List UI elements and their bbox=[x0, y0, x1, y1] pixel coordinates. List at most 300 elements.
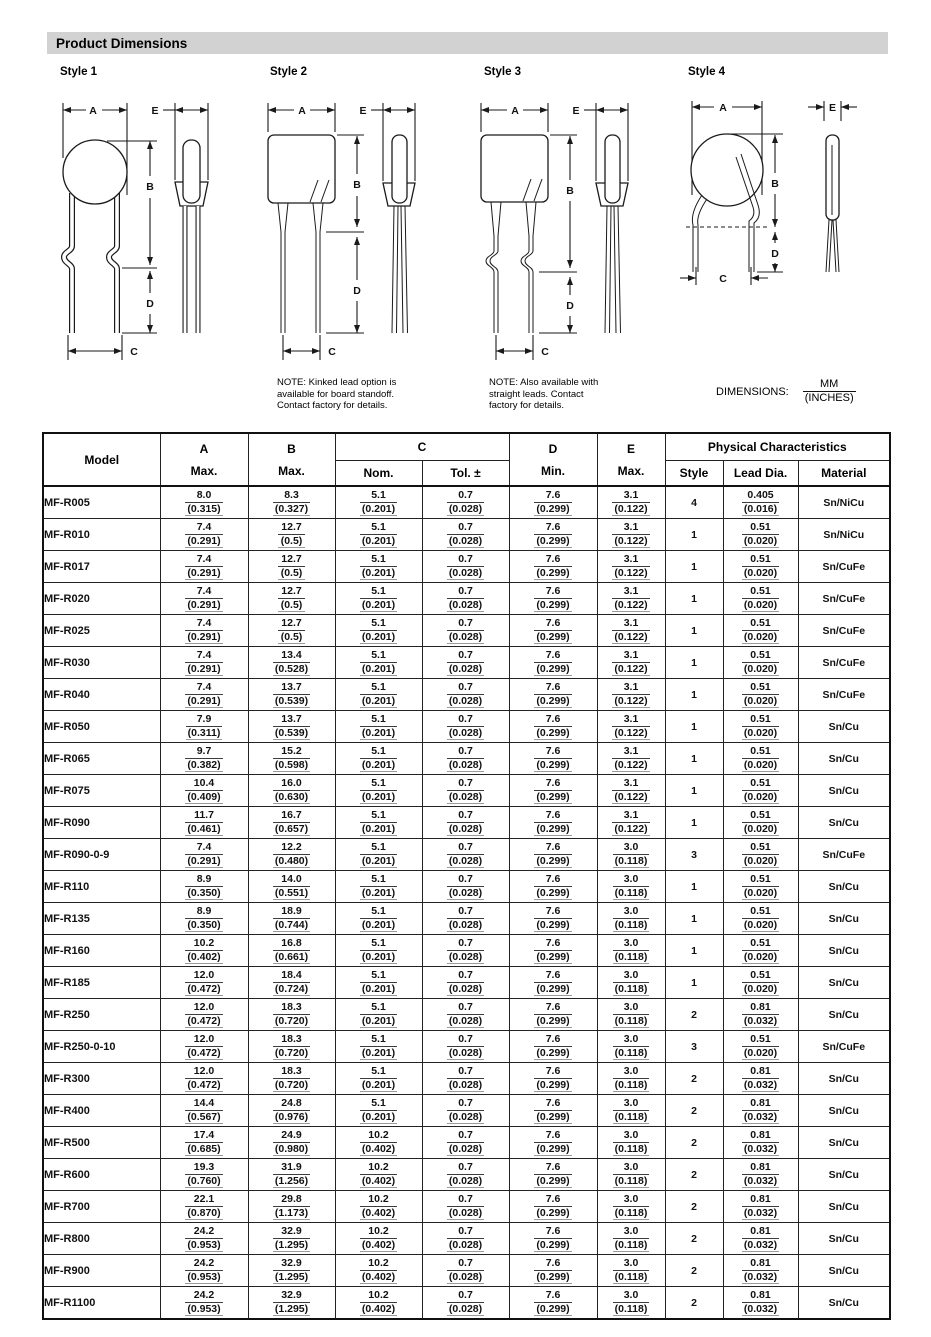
product-dimensions-table bbox=[42, 432, 891, 1320]
mm-inch-fraction: $\frac{3.1}{(0.122)}$ bbox=[614, 713, 648, 739]
style4-diagram bbox=[680, 95, 925, 330]
dim-label-d: D bbox=[771, 248, 779, 260]
mm-inch-fraction: $\frac{7.6}{(0.299)}$ bbox=[536, 681, 570, 707]
table-row bbox=[43, 1287, 890, 1320]
mm-inch-fraction: $\frac{16.0}{(0.630)}$ bbox=[274, 777, 309, 803]
dim-cell bbox=[422, 615, 509, 647]
dim-cell bbox=[335, 1287, 422, 1320]
dim-cell bbox=[160, 486, 248, 519]
dim-cell bbox=[509, 999, 597, 1031]
material-cell: Sn/CuFe bbox=[798, 679, 890, 711]
dim-cell bbox=[160, 1095, 248, 1127]
mm-inch-fraction: $\frac{5.1}{(0.201)}$ bbox=[361, 937, 396, 963]
mm-inch-fraction: $\frac{0.51}{(0.020)}$ bbox=[743, 873, 778, 899]
dim-cell bbox=[422, 1223, 509, 1255]
mm-inch-fraction: $\frac{8.9}{(0.350)}$ bbox=[187, 905, 221, 931]
mm-inch-fraction: $\frac{7.6}{(0.299)}$ bbox=[536, 1289, 570, 1315]
dim-cell bbox=[422, 839, 509, 871]
mm-inch-fraction: $\frac{7.6}{(0.299)}$ bbox=[536, 1193, 570, 1219]
mm-inch-fraction: $\frac{0.7}{(0.028)}$ bbox=[448, 1225, 483, 1251]
dim-cell bbox=[160, 903, 248, 935]
mm-inch-fraction: $\frac{24.8}{(0.976)}$ bbox=[274, 1097, 309, 1123]
dim-label-c: C bbox=[328, 346, 336, 358]
dim-cell bbox=[248, 551, 335, 583]
mm-inch-fraction: $\frac{5.1}{(0.201)}$ bbox=[361, 617, 396, 643]
style1-diagram bbox=[50, 88, 265, 378]
dim-cell bbox=[597, 519, 665, 551]
mm-inch-fraction: $\frac{0.81}{(0.032)}$ bbox=[743, 1097, 778, 1123]
dim-cell bbox=[422, 551, 509, 583]
dim-cell bbox=[160, 1159, 248, 1191]
lead-dia-cell bbox=[723, 839, 798, 871]
col-header-b: B Max. bbox=[248, 433, 335, 486]
mm-inch-fraction: $\frac{7.6}{(0.299)}$ bbox=[536, 873, 570, 899]
dim-cell bbox=[335, 871, 422, 903]
dim-cell bbox=[335, 903, 422, 935]
mm-inch-fraction: $\frac{7.4}{(0.291)}$ bbox=[187, 585, 221, 611]
model-cell: MF-R030 bbox=[43, 647, 160, 679]
material-cell: Sn/Cu bbox=[798, 903, 890, 935]
mm-inch-fraction: $\frac{0.51}{(0.020)}$ bbox=[743, 937, 778, 963]
dim-cell bbox=[509, 1063, 597, 1095]
mm-inch-fraction: $\frac{18.3}{(0.720)}$ bbox=[274, 1033, 309, 1059]
style-cell: 1 bbox=[665, 551, 723, 583]
dim-cell bbox=[335, 615, 422, 647]
dim-cell bbox=[509, 903, 597, 935]
material-cell: Sn/Cu bbox=[798, 1159, 890, 1191]
mm-inch-fraction: $\frac{0.7}{(0.028)}$ bbox=[448, 1289, 483, 1315]
dim-cell bbox=[509, 871, 597, 903]
dim-cell bbox=[160, 583, 248, 615]
table-row bbox=[43, 679, 890, 711]
mm-inch-fraction: $\frac{0.7}{(0.028)}$ bbox=[448, 681, 483, 707]
dim-cell bbox=[160, 1287, 248, 1320]
mm-inch-fraction: $\frac{0.81}{(0.032)}$ bbox=[743, 1225, 778, 1251]
dim-cell bbox=[335, 1095, 422, 1127]
dim-cell bbox=[160, 1063, 248, 1095]
mm-inch-fraction: $\frac{29.8}{(1.173)}$ bbox=[274, 1193, 309, 1219]
mm-inch-fraction: $\frac{0.7}{(0.028)}$ bbox=[448, 969, 483, 995]
col-header-a: A Max. bbox=[160, 433, 248, 486]
mm-inch-fraction: $\frac{5.1}{(0.201)}$ bbox=[361, 649, 396, 675]
style-cell: 2 bbox=[665, 1287, 723, 1320]
mm-inch-fraction: $\frac{0.7}{(0.028)}$ bbox=[448, 777, 483, 803]
mm-inch-fraction: $\frac{7.4}{(0.291)}$ bbox=[187, 841, 221, 867]
mm-inch-fraction: $\frac{3.1}{(0.122)}$ bbox=[614, 617, 648, 643]
material-cell: Sn/CuFe bbox=[798, 1031, 890, 1063]
lead-dia-cell bbox=[723, 743, 798, 775]
mm-inch-fraction: $\frac{0.7}{(0.028)}$ bbox=[448, 1193, 483, 1219]
mm-inch-fraction: $\frac{12.7}{(0.5)}$ bbox=[278, 617, 304, 644]
dim-cell bbox=[160, 967, 248, 999]
dim-cell bbox=[248, 679, 335, 711]
mm-inch-fraction: $\frac{0.7}{(0.028)}$ bbox=[448, 617, 483, 643]
dim-cell bbox=[248, 999, 335, 1031]
mm-inch-fraction: $\frac{10.2}{(0.402)}$ bbox=[361, 1193, 396, 1219]
mm-inch-fraction: $\frac{7.6}{(0.299)}$ bbox=[536, 1097, 570, 1123]
mm-inch-fraction: $\frac{24.2}{(0.953)}$ bbox=[187, 1289, 221, 1315]
dim-cell bbox=[422, 647, 509, 679]
style-cell: 1 bbox=[665, 807, 723, 839]
style2-label: Style 2 bbox=[270, 66, 308, 78]
dim-cell bbox=[422, 1159, 509, 1191]
dimensions-units-note bbox=[716, 378, 856, 405]
mm-inch-fraction: $\frac{0.51}{(0.020)}$ bbox=[743, 553, 778, 579]
model-cell: MF-R020 bbox=[43, 583, 160, 615]
dim-cell bbox=[248, 615, 335, 647]
mm-inch-fraction: $\frac{0.81}{(0.032)}$ bbox=[743, 1161, 778, 1187]
style-cell: 1 bbox=[665, 871, 723, 903]
lead-dia-cell bbox=[723, 935, 798, 967]
table-row bbox=[43, 551, 890, 583]
dim-cell bbox=[509, 486, 597, 519]
dim-cell bbox=[422, 583, 509, 615]
dim-cell bbox=[422, 775, 509, 807]
dim-cell bbox=[335, 1127, 422, 1159]
style-cell: 1 bbox=[665, 775, 723, 807]
material-cell: Sn/Cu bbox=[798, 1255, 890, 1287]
table-row bbox=[43, 967, 890, 999]
mm-inch-fraction: $\frac{5.1}{(0.201)}$ bbox=[361, 553, 396, 579]
dim-cell bbox=[248, 647, 335, 679]
dim-label-e: E bbox=[572, 105, 580, 117]
lead-dia-cell bbox=[723, 807, 798, 839]
table-row bbox=[43, 871, 890, 903]
table-row bbox=[43, 583, 890, 615]
mm-inch-fraction: $\frac{24.9}{(0.980)}$ bbox=[274, 1129, 309, 1155]
mm-inch-fraction: $\frac{3.1}{(0.122)}$ bbox=[614, 521, 648, 547]
table-row bbox=[43, 903, 890, 935]
dim-cell bbox=[422, 486, 509, 519]
mm-inch-fraction: $\frac{0.7}{(0.028)}$ bbox=[448, 553, 483, 579]
mm-inch-fraction: $\frac{5.1}{(0.201)}$ bbox=[361, 905, 396, 931]
material-cell: Sn/Cu bbox=[798, 1287, 890, 1320]
style1-label: Style 1 bbox=[60, 66, 98, 78]
mm-inch-fraction: $\frac{3.0}{(0.118)}$ bbox=[614, 1097, 648, 1123]
model-cell: MF-R025 bbox=[43, 615, 160, 647]
model-cell: MF-R250-0-10 bbox=[43, 1031, 160, 1063]
mm-inch-fraction: $\frac{10.4}{(0.409)}$ bbox=[187, 777, 221, 803]
dim-cell bbox=[509, 1159, 597, 1191]
dim-cell bbox=[509, 743, 597, 775]
lead-dia-cell bbox=[723, 775, 798, 807]
mm-inch-fraction: $\frac{3.1}{(0.122)}$ bbox=[614, 489, 648, 515]
dim-cell bbox=[597, 1063, 665, 1095]
dim-cell bbox=[597, 967, 665, 999]
material-cell: Sn/CuFe bbox=[798, 647, 890, 679]
mm-inch-fraction: $\frac{10.2}{(0.402)}$ bbox=[361, 1257, 396, 1283]
mm-inch-fraction: $\frac{5.1}{(0.201)}$ bbox=[361, 809, 396, 835]
mm-inch-fraction: $\frac{10.2}{(0.402)}$ bbox=[361, 1225, 396, 1251]
dim-cell bbox=[597, 1223, 665, 1255]
mm-inch-fraction: $\frac{18.3}{(0.720)}$ bbox=[274, 1001, 309, 1027]
mm-inch-fraction: $\frac{12.7}{(0.5)}$ bbox=[278, 553, 304, 580]
model-cell: MF-R040 bbox=[43, 679, 160, 711]
style-cell: 3 bbox=[665, 839, 723, 871]
mm-inch-fraction: $\frac{7.6}{(0.299)}$ bbox=[536, 1065, 570, 1091]
mm-inch-fraction: $\frac{3.0}{(0.118)}$ bbox=[614, 969, 648, 995]
dim-cell bbox=[509, 1031, 597, 1063]
mm-inch-fraction: $\frac{0.81}{(0.032)}$ bbox=[743, 1193, 778, 1219]
dim-cell bbox=[335, 679, 422, 711]
style-cell: 2 bbox=[665, 1127, 723, 1159]
dim-cell bbox=[335, 1159, 422, 1191]
dim-cell bbox=[597, 1127, 665, 1159]
material-cell: Sn/Cu bbox=[798, 1223, 890, 1255]
dim-cell bbox=[248, 583, 335, 615]
dim-cell bbox=[422, 1063, 509, 1095]
lead-dia-cell bbox=[723, 551, 798, 583]
dim-label-b: B bbox=[771, 178, 779, 190]
mm-inch-fraction: $\frac{0.7}{(0.028)}$ bbox=[448, 1033, 483, 1059]
model-cell: MF-R185 bbox=[43, 967, 160, 999]
mm-inch-fraction: $\frac{3.0}{(0.118)}$ bbox=[614, 1033, 648, 1059]
dim-cell bbox=[422, 903, 509, 935]
material-cell: Sn/Cu bbox=[798, 1127, 890, 1159]
mm-inch-fraction: $\frac{0.7}{(0.028)}$ bbox=[448, 489, 483, 515]
dim-cell bbox=[509, 1127, 597, 1159]
dim-label-d: D bbox=[146, 298, 154, 310]
dim-cell bbox=[160, 871, 248, 903]
mm-inch-fraction: $\frac{7.6}{(0.299)}$ bbox=[536, 713, 570, 739]
mm-inch-fraction: $\frac{3.0}{(0.118)}$ bbox=[614, 841, 648, 867]
dim-cell bbox=[422, 871, 509, 903]
col-header-d: D Min. bbox=[509, 433, 597, 486]
dim-cell bbox=[597, 551, 665, 583]
dim-cell bbox=[160, 1127, 248, 1159]
mm-inch-fraction: $\frac{18.4}{(0.724)}$ bbox=[274, 969, 309, 995]
dim-cell bbox=[248, 839, 335, 871]
table-row bbox=[43, 519, 890, 551]
material-cell: Sn/Cu bbox=[798, 999, 890, 1031]
mm-inch-fraction: $\frac{7.6}{(0.299)}$ bbox=[536, 777, 570, 803]
table-row bbox=[43, 999, 890, 1031]
mm-inch-fraction: $\frac{7.6}{(0.299)}$ bbox=[536, 841, 570, 867]
style-cell: 1 bbox=[665, 647, 723, 679]
material-cell: Sn/Cu bbox=[798, 775, 890, 807]
dim-cell bbox=[335, 1255, 422, 1287]
dim-cell bbox=[509, 1287, 597, 1320]
mm-inch-fraction: $\frac{0.7}{(0.028)}$ bbox=[448, 937, 483, 963]
table-row bbox=[43, 647, 890, 679]
mm-inch-fraction: $\frac{5.1}{(0.201)}$ bbox=[361, 1065, 396, 1091]
mm-inch-fraction: $\frac{8.9}{(0.350)}$ bbox=[187, 873, 221, 899]
mm-inch-fraction: $\frac{12.7}{(0.5)}$ bbox=[278, 521, 304, 548]
material-cell: Sn/Cu bbox=[798, 1191, 890, 1223]
mm-inch-fraction: $\frac{12.0}{(0.472)}$ bbox=[187, 1065, 221, 1091]
model-cell: MF-R160 bbox=[43, 935, 160, 967]
dim-cell bbox=[248, 1095, 335, 1127]
dim-cell bbox=[509, 935, 597, 967]
style-cell: 1 bbox=[665, 903, 723, 935]
dim-cell bbox=[597, 615, 665, 647]
material-cell: Sn/CuFe bbox=[798, 839, 890, 871]
dim-cell bbox=[422, 967, 509, 999]
dim-cell bbox=[509, 775, 597, 807]
lead-dia-cell bbox=[723, 1191, 798, 1223]
lead-dia-cell bbox=[723, 1063, 798, 1095]
dim-cell bbox=[597, 743, 665, 775]
dimensions-label: DIMENSIONS: bbox=[716, 385, 789, 398]
style-cell: 2 bbox=[665, 1255, 723, 1287]
dim-cell bbox=[160, 807, 248, 839]
model-cell: MF-R400 bbox=[43, 1095, 160, 1127]
dim-cell bbox=[160, 775, 248, 807]
model-cell: MF-R065 bbox=[43, 743, 160, 775]
dim-cell bbox=[597, 1255, 665, 1287]
mm-inch-fraction: $\frac{7.6}{(0.299)}$ bbox=[536, 905, 570, 931]
mm-inch-fraction: $\frac{0.7}{(0.028)}$ bbox=[448, 1097, 483, 1123]
mm-inch-fraction: $\frac{0.7}{(0.028)}$ bbox=[448, 649, 483, 675]
mm-inch-fraction: $\frac{7.6}{(0.299)}$ bbox=[536, 585, 570, 611]
dim-cell bbox=[422, 1031, 509, 1063]
mm-inch-fraction: $\frac{5.1}{(0.201)}$ bbox=[361, 681, 396, 707]
dim-cell bbox=[160, 935, 248, 967]
dim-cell bbox=[422, 999, 509, 1031]
material-cell: Sn/Cu bbox=[798, 743, 890, 775]
mm-inch-fraction: $\frac{0.51}{(0.020)}$ bbox=[743, 841, 778, 867]
mm-inch-fraction: $\frac{12.7}{(0.5)}$ bbox=[278, 585, 304, 612]
col-header-c: C bbox=[335, 433, 509, 461]
dim-label-a: A bbox=[89, 105, 97, 117]
table-row bbox=[43, 1223, 890, 1255]
mm-inch-fraction: $\frac{7.4}{(0.291)}$ bbox=[187, 681, 221, 707]
style-cell: 1 bbox=[665, 583, 723, 615]
dim-cell bbox=[248, 1287, 335, 1320]
dim-label-b: B bbox=[566, 185, 574, 197]
dim-cell bbox=[248, 775, 335, 807]
mm-inch-fraction: $\frac{0.51}{(0.020)}$ bbox=[743, 681, 778, 707]
mm-inch-fraction: $\frac{3.1}{(0.122)}$ bbox=[614, 585, 648, 611]
col-header-style: Style bbox=[665, 461, 723, 487]
mm-inch-fraction: $\frac{7.6}{(0.299)}$ bbox=[536, 1129, 570, 1155]
style3-diagram bbox=[476, 88, 691, 378]
dim-cell bbox=[597, 935, 665, 967]
style-cell: 1 bbox=[665, 711, 723, 743]
style-cell: 1 bbox=[665, 679, 723, 711]
dim-cell bbox=[509, 679, 597, 711]
mm-inch-fraction: $\frac{7.4}{(0.291)}$ bbox=[187, 617, 221, 643]
mm-inch-fraction: $\frac{7.6}{(0.299)}$ bbox=[536, 1257, 570, 1283]
style-cell: 4 bbox=[665, 486, 723, 519]
lead-dia-cell bbox=[723, 1031, 798, 1063]
dim-cell bbox=[422, 519, 509, 551]
mm-inch-fraction: $\frac{12.0}{(0.472)}$ bbox=[187, 1001, 221, 1027]
dim-label-e: E bbox=[151, 105, 159, 117]
model-cell: MF-R135 bbox=[43, 903, 160, 935]
mm-inch-fraction: $\frac{0.81}{(0.032)}$ bbox=[743, 1129, 778, 1155]
dim-label-e: E bbox=[828, 102, 837, 114]
col-header-c-nom: Nom. bbox=[335, 461, 422, 487]
col-header-c-tol: Tol. ± bbox=[422, 461, 509, 487]
mm-inch-fraction: $\frac{0.51}{(0.020)}$ bbox=[743, 617, 778, 643]
mm-inch-fraction: $\frac{7.6}{(0.299)}$ bbox=[536, 1001, 570, 1027]
dim-cell bbox=[160, 1223, 248, 1255]
model-cell: MF-R005 bbox=[43, 486, 160, 519]
mm-inch-fraction: $\frac{3.1}{(0.122)}$ bbox=[614, 649, 648, 675]
dim-label-e: E bbox=[359, 105, 367, 117]
model-cell: MF-R050 bbox=[43, 711, 160, 743]
style-cell: 1 bbox=[665, 935, 723, 967]
dim-cell bbox=[509, 1223, 597, 1255]
table-row bbox=[43, 839, 890, 871]
dim-cell bbox=[248, 1063, 335, 1095]
mm-inch-fraction: $\frac{19.3}{(0.760)}$ bbox=[187, 1161, 221, 1187]
lead-dia-cell bbox=[723, 615, 798, 647]
dim-cell bbox=[248, 743, 335, 775]
table-row bbox=[43, 1095, 890, 1127]
mm-inch-fraction: $\frac{18.3}{(0.720)}$ bbox=[274, 1065, 309, 1091]
mm-inch-fraction: $\frac{3.0}{(0.118)}$ bbox=[614, 1289, 648, 1315]
mm-inch-fraction: $\frac{5.1}{(0.201)}$ bbox=[361, 1033, 396, 1059]
dim-label-b: B bbox=[353, 179, 361, 191]
mm-inch-fraction: $\frac{11.7}{(0.461)}$ bbox=[187, 809, 221, 835]
mm-inch-fraction: $\frac{3.1}{(0.122)}$ bbox=[614, 777, 648, 803]
lead-dia-cell bbox=[723, 679, 798, 711]
lead-dia-cell bbox=[723, 583, 798, 615]
dim-cell bbox=[509, 1255, 597, 1287]
dim-cell bbox=[335, 647, 422, 679]
dim-cell bbox=[160, 1191, 248, 1223]
mm-inch-fraction: $\frac{0.51}{(0.020)}$ bbox=[743, 713, 778, 739]
mm-inch-fraction: $\frac{22.1}{(0.870)}$ bbox=[187, 1193, 221, 1219]
dim-cell bbox=[248, 903, 335, 935]
style-cell: 2 bbox=[665, 999, 723, 1031]
style-cell: 1 bbox=[665, 743, 723, 775]
dim-cell bbox=[335, 583, 422, 615]
table-row bbox=[43, 807, 890, 839]
dim-cell bbox=[160, 711, 248, 743]
dim-cell bbox=[160, 1031, 248, 1063]
table-row bbox=[43, 743, 890, 775]
mm-inch-fraction: $\frac{0.51}{(0.020)}$ bbox=[743, 809, 778, 835]
mm-inch-fraction: $\frac{7.4}{(0.291)}$ bbox=[187, 649, 221, 675]
mm-inch-fraction: $\frac{0.51}{(0.020)}$ bbox=[743, 1033, 778, 1059]
dim-cell bbox=[597, 1191, 665, 1223]
mm-inch-fraction: $\frac{13.7}{(0.539)}$ bbox=[274, 681, 309, 707]
dim-cell bbox=[160, 551, 248, 583]
dim-cell bbox=[248, 519, 335, 551]
dim-cell bbox=[160, 839, 248, 871]
dim-cell bbox=[335, 839, 422, 871]
mm-inch-fraction: $\frac{3.0}{(0.118)}$ bbox=[614, 1129, 648, 1155]
dim-label-a: A bbox=[511, 105, 519, 117]
style-cell: 3 bbox=[665, 1031, 723, 1063]
dim-cell bbox=[509, 807, 597, 839]
table-row bbox=[43, 1127, 890, 1159]
dim-cell bbox=[509, 647, 597, 679]
mm-inch-fraction: $\frac{18.9}{(0.744)}$ bbox=[274, 905, 309, 931]
dim-cell bbox=[160, 679, 248, 711]
style2-note: NOTE: Kinked lead option is available for board standoff. Contact factory for details. bbox=[277, 377, 397, 411]
mm-inch-fraction: $\frac{0.81}{(0.032)}$ bbox=[743, 1257, 778, 1283]
dim-cell bbox=[335, 711, 422, 743]
dim-cell bbox=[597, 871, 665, 903]
dim-cell bbox=[160, 519, 248, 551]
dim-label-d: D bbox=[566, 300, 574, 312]
model-cell: MF-R700 bbox=[43, 1191, 160, 1223]
mm-inch-fraction: $\frac{3.0}{(0.118)}$ bbox=[614, 905, 648, 931]
dim-cell bbox=[597, 807, 665, 839]
dim-cell bbox=[509, 615, 597, 647]
mm-inch-fraction: $\frac{10.2}{(0.402)}$ bbox=[187, 937, 221, 963]
dim-cell bbox=[597, 1031, 665, 1063]
dim-cell bbox=[509, 967, 597, 999]
mm-inch-fraction: $\frac{7.6}{(0.299)}$ bbox=[536, 1225, 570, 1251]
table-body bbox=[43, 486, 890, 1319]
mm-inch-fraction: $\frac{0.7}{(0.028)}$ bbox=[448, 1161, 483, 1187]
col-header-lead-dia: Lead Dia. bbox=[723, 461, 798, 487]
